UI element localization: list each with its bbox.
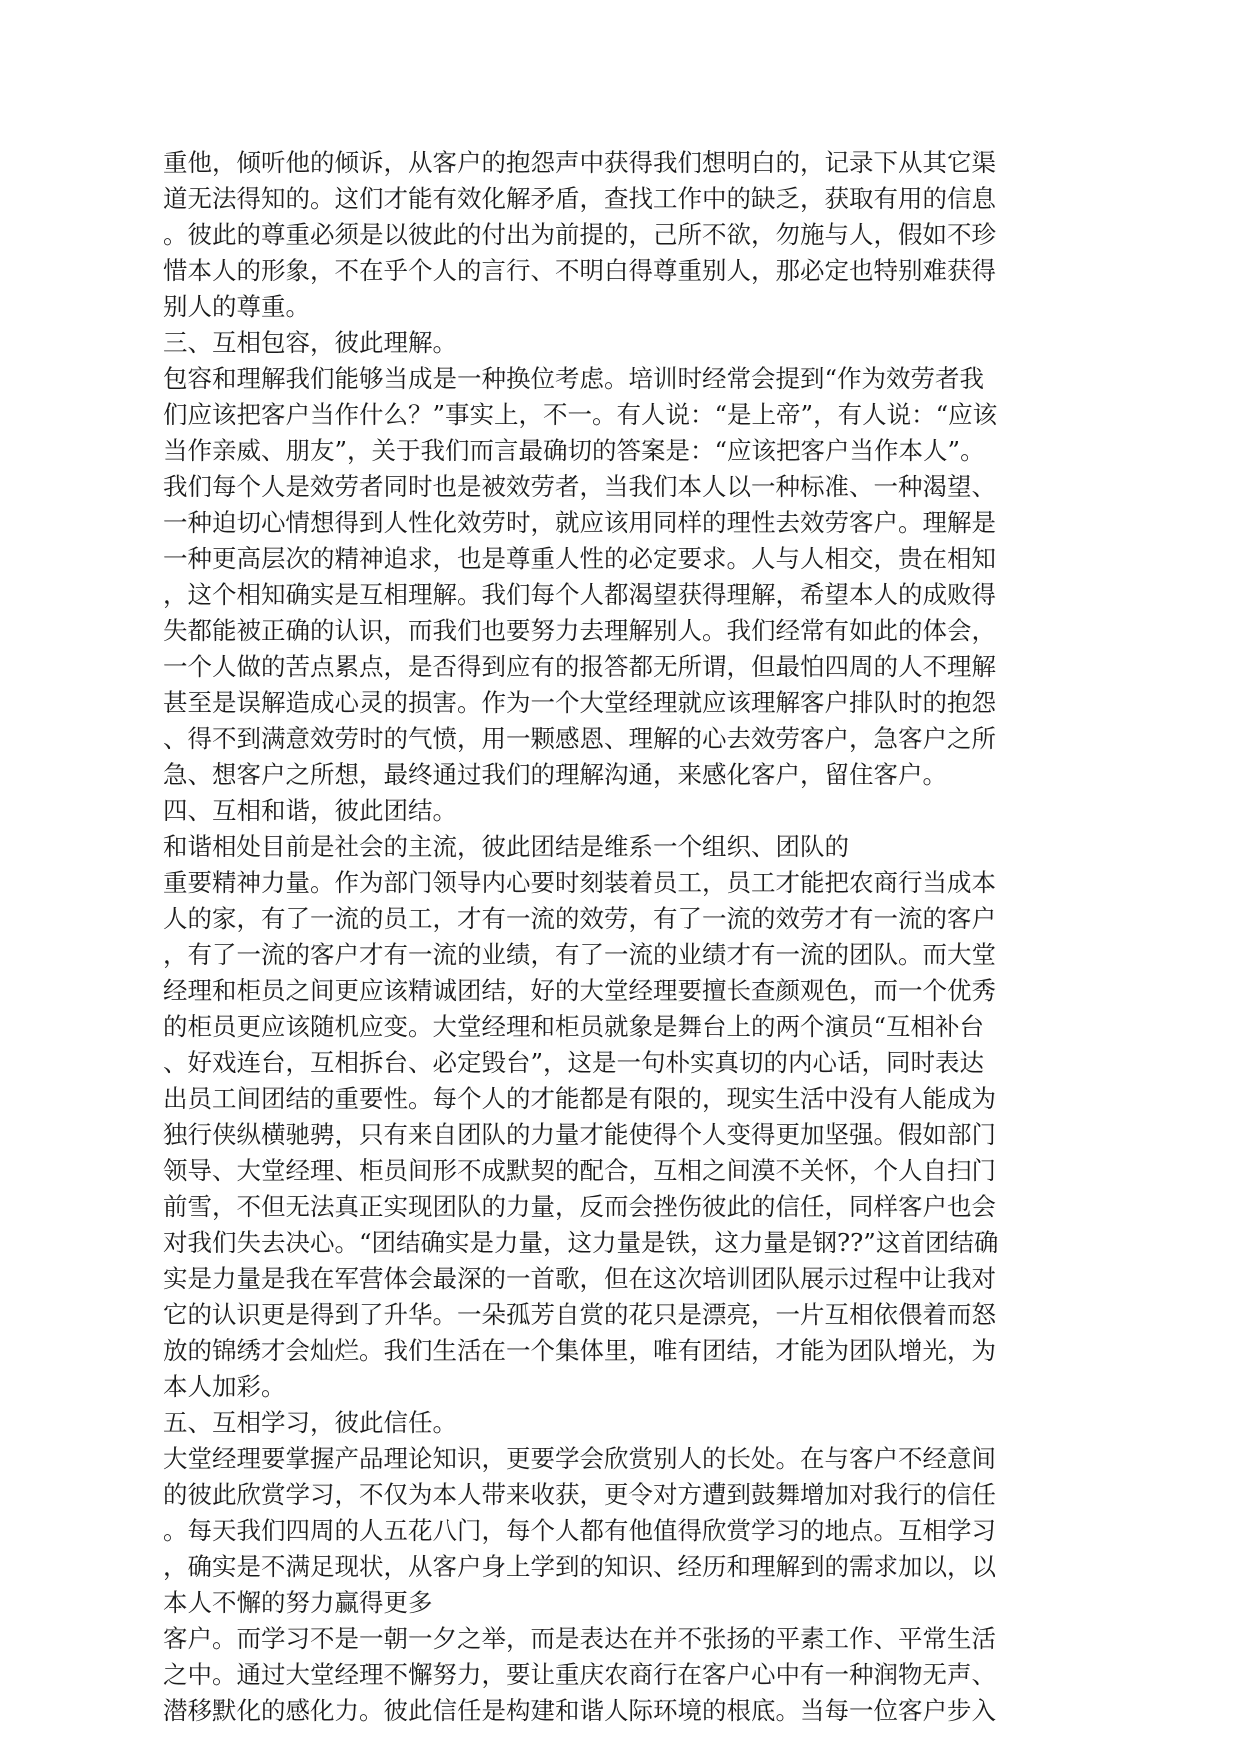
section-heading: 三、互相包容，彼此理解。	[163, 328, 457, 357]
text-line: 本人加彩。	[163, 1372, 286, 1401]
text-line: 、得不到满意效劳时的气愤，用一颗感恩、理解的心去效劳客户，急客户之所	[163, 724, 996, 753]
text-line: 重要精神力量。作为部门领导内心要时刻装着员工，员工才能把农商行当成本	[163, 868, 996, 897]
text-line: 潜移默化的感化力。彼此信任是构建和谐人际环境的根底。当每一位客户步入	[163, 1696, 996, 1725]
text-line: 失都能被正确的认识，而我们也要努力去理解别人。我们经常有如此的体会，	[163, 616, 996, 645]
text-line: 领导、大堂经理、柜员间形不成默契的配合，互相之间漠不关怀，个人自扫门	[163, 1156, 996, 1185]
text-line: 对我们失去决心。“团结确实是力量，这力量是铁，这力量是钢??”这首团结确	[163, 1228, 999, 1257]
text-line: 本人不懈的努力赢得更多	[163, 1588, 433, 1617]
text-line: 经理和柜员之间更应该精诚团结，好的大堂经理要擅长查颜观色，而一个优秀	[163, 976, 996, 1005]
text-line: 的彼此欣赏学习，不仅为本人带来收获，更令对方遭到鼓舞增加对我行的信任	[163, 1480, 996, 1509]
text-line: 道无法得知的。这们才能有效化解矛盾，查找工作中的缺乏，获取有用的信息	[163, 184, 996, 213]
text-line: 它的认识更是得到了升华。一朵孤芳自赏的花只是漂亮，一片互相依偎着而怒	[163, 1300, 996, 1329]
text-line: ，这个相知确实是互相理解。我们每个人都渴望获得理解，希望本人的成败得	[163, 580, 996, 609]
text-line: 实是力量是我在军营体会最深的一首歌，但在这次培训团队展示过程中让我对	[163, 1264, 996, 1293]
text-line: ，确实是不满足现状，从客户身上学到的知识、经历和理解到的需求加以，以	[163, 1552, 996, 1581]
text-line: 大堂经理要掌握产品理论知识，更要学会欣赏别人的长处。在与客户不经意间	[163, 1444, 996, 1473]
text-line: 们应该把客户当作什么？”事实上，不一。有人说：“是上帝”，有人说：“应该	[163, 400, 998, 429]
text-line: 包容和理解我们能够当成是一种换位考虑。培训时经常会提到“作为效劳者我	[163, 364, 985, 393]
text-line: 前雪，不但无法真正实现团队的力量，反而会挫伤彼此的信任，同样客户也会	[163, 1192, 996, 1221]
text-line: 。每天我们四周的人五花八门，每个人都有他值得欣赏学习的地点。互相学习	[163, 1516, 996, 1545]
text-line: 惜本人的形象，不在乎个人的言行、不明白得尊重别人，那必定也特别难获得	[163, 256, 996, 285]
text-line: ，有了一流的客户才有一流的业绩，有了一流的业绩才有一流的团队。而大堂	[163, 940, 996, 969]
text-line: 急、想客户之所想，最终通过我们的理解沟通，来感化客户，留住客户。	[163, 760, 947, 789]
text-line: 一种更高层次的精神追求，也是尊重人性的必定要求。人与人相交，贵在相知	[163, 544, 996, 573]
text-line: 之中。通过大堂经理不懈努力，要让重庆农商行在客户心中有一种润物无声、	[163, 1660, 996, 1689]
text-line: 出员工间团结的重要性。每个人的才能都是有限的，现实生活中没有人能成为	[163, 1084, 996, 1113]
text-line: 人的家，有了一流的员工，才有一流的效劳，有了一流的效劳才有一流的客户	[163, 904, 996, 933]
text-line: 。彼此的尊重必须是以彼此的付出为前提的，己所不欲，勿施与人，假如不珍	[163, 220, 996, 249]
text-line: 甚至是误解造成心灵的损害。作为一个大堂经理就应该理解客户排队时的抱怨	[163, 688, 996, 717]
text-line: 一种迫切心情想得到人性化效劳时，就应该用同样的理性去效劳客户。理解是	[163, 508, 996, 537]
section-heading: 五、互相学习，彼此信任。	[163, 1408, 457, 1437]
section-heading: 四、互相和谐，彼此团结。	[163, 796, 457, 825]
text-line: 的柜员更应该随机应变。大堂经理和柜员就象是舞台上的两个演员“互相补台	[163, 1012, 985, 1041]
text-line: 客户。而学习不是一朝一夕之举，而是表达在并不张扬的平素工作、平常生活	[163, 1624, 996, 1653]
text-line: 别人的尊重。	[163, 292, 310, 321]
text-line: 和谐相处目前是社会的主流，彼此团结是维系一个组织、团队的	[163, 832, 849, 861]
text-line: 我们每个人是效劳者同时也是被效劳者，当我们本人以一种标准、一种渴望、	[163, 472, 996, 501]
text-line: 一个人做的苦点累点，是否得到应有的报答都无所谓，但最怕四周的人不理解	[163, 652, 996, 681]
text-line: 放的锦绣才会灿烂。我们生活在一个集体里，唯有团结，才能为团队增光，为	[163, 1336, 996, 1365]
text-line: 当作亲威、朋友”，关于我们而言最确切的答案是：“应该把客户当作本人”。	[163, 436, 985, 465]
text-line: 、好戏连台，互相拆台、必定毁台”，这是一句朴实真切的内心话，同时表达	[163, 1048, 985, 1077]
text-line: 重他，倾听他的倾诉，从客户的抱怨声中获得我们想明白的，记录下从其它渠	[163, 148, 996, 177]
text-line: 独行侠纵横驰骋，只有来自团队的力量才能使得个人变得更加坚强。假如部门	[163, 1120, 996, 1149]
